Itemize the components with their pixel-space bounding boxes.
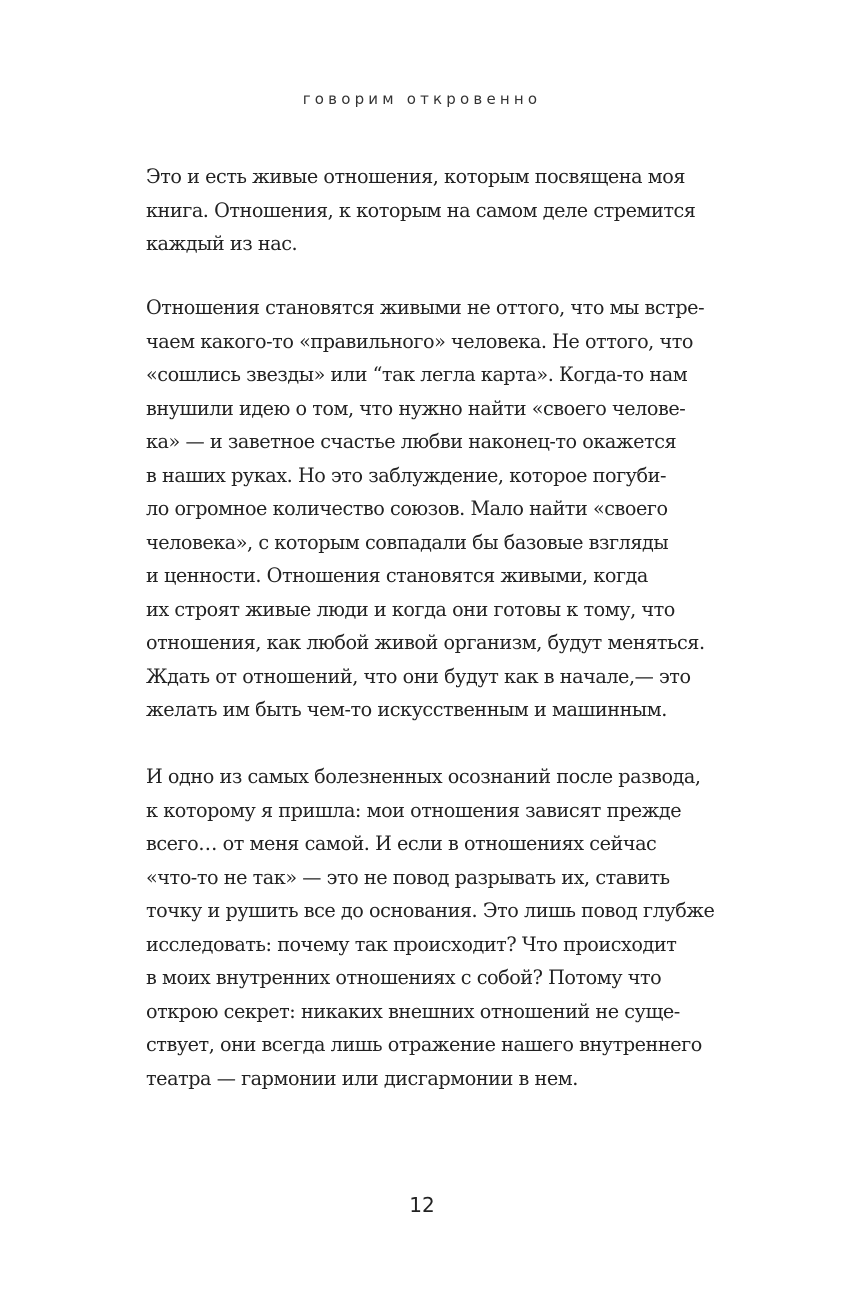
text-line: внушили идею о том, что нужно найти «своего челове- xyxy=(146,396,686,420)
text-line: ло огромное количество союзов. Мало найти «своего xyxy=(146,497,668,520)
text-line: «сошлись звезды» или “так легла карта». Когда-то нам xyxy=(146,363,688,386)
page-number: 12 xyxy=(409,1193,435,1217)
text-line: «что-то не так» — это не повод разрывать их, ставить xyxy=(146,865,670,889)
paragraph-3 xyxy=(146,760,736,1095)
text-line: театра — гармонии или дисгармонии в нем. xyxy=(146,1066,578,1090)
text-line: Это и есть живые отношения, которым посвящена моя xyxy=(146,165,685,188)
text-line: книга. Отношения, к которым на самом деле стремится xyxy=(146,198,696,222)
text-line: желать им быть чем-то искусственным и машинным. xyxy=(146,698,667,721)
text-line: исследовать: почему так происходит? Что происходит xyxy=(146,932,677,956)
text-line: Ждать от отношений, что они будут как в начале,— это xyxy=(146,664,691,688)
text-line: чаем какого-то «правильного» человека. Не оттого, что xyxy=(146,329,693,353)
text-line: всего… от меня самой. И если в отношениях сейчас xyxy=(146,832,657,855)
text-line: точку и рушить все до основания. Это лишь повод глубже xyxy=(146,899,715,922)
text-line: отношения, как любой живой организм, будут меняться. xyxy=(146,631,705,654)
paragraph-2 xyxy=(146,291,736,727)
text-line: в моих внутренних отношениях с собой? Потому что xyxy=(146,966,662,989)
text-line: в наших руках. Но это заблуждение, которое погуби- xyxy=(146,463,666,487)
paragraph-1 xyxy=(146,160,736,261)
text-line: ствует, они всегда лишь отражение нашего внутреннего xyxy=(146,1033,702,1056)
text-line: Отношения становятся живыми не оттого, что мы встре- xyxy=(146,296,705,319)
text-line: ка» — и заветное счастье любви наконец-то окажется xyxy=(146,430,677,453)
text-line: человека», с которым совпадали бы базовые взгляды xyxy=(146,530,669,554)
text-line: к которому я пришла: мои отношения зависят прежде xyxy=(146,798,682,822)
running-head: говорим откровенно xyxy=(302,90,542,108)
text-line: их строят живые люди и когда они готовы к тому, что xyxy=(146,597,675,621)
text-line: и ценности. Отношения становятся живыми, когда xyxy=(146,564,648,587)
text-line: открою секрет: никаких внешних отношений не суще- xyxy=(146,999,680,1023)
text-line: И одно из самых болезненных осознаний после развода, xyxy=(146,765,701,788)
text-line: каждый из нас. xyxy=(146,232,298,255)
